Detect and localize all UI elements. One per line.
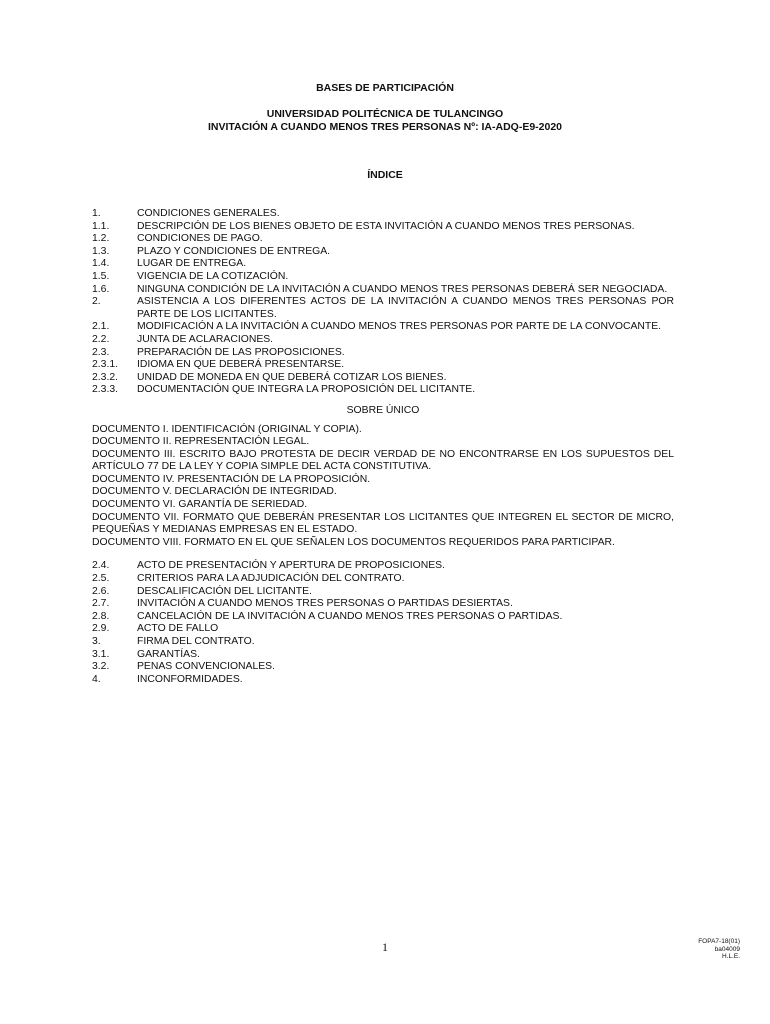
toc-entry (92, 334, 674, 347)
toc-entry-number: 4. (92, 673, 101, 685)
toc-entry (92, 258, 674, 271)
toc-entry-text: VIGENCIA DE LA COTIZACIÓN. (137, 270, 289, 282)
toc-entry-text: DESCRIPCIÓN DE LOS BIENES OBJETO DE ESTA INVITACIÓN A CUANDO MENOS TRES PERSONAS. (137, 220, 635, 232)
toc-entry-number: 2.6. (92, 585, 110, 597)
document-entry: DOCUMENTO I. IDENTIFICACIÓN (ORIGINAL Y COPIA). (92, 423, 362, 435)
toc-entry-number: 1. (92, 208, 101, 219)
index-title: ÍNDICE (367, 169, 403, 181)
toc-entry-text: INVITACIÓN A CUANDO MENOS TRES PERSONAS O PARTIDAS DESIERTAS. (137, 598, 513, 610)
toc-entry-text: GARANTÍAS. (137, 648, 200, 660)
toc-entry (92, 208, 674, 221)
toc-entry-number: 1.4. (92, 258, 110, 270)
document-entry: DOCUMENTO VI. GARANTÍA DE SERIEDAD. (92, 499, 308, 511)
toc-entry-number: 2.4. (92, 560, 110, 572)
toc-entry (92, 233, 674, 246)
toc-entry-number: 3. (92, 636, 101, 647)
toc-entry-number: 2.5. (92, 573, 110, 585)
toc-entry-number: 2.1. (92, 321, 110, 333)
toc-entry-number: 2.3.1. (92, 359, 118, 371)
toc-entry-text: MODIFICACIÓN A LA INVITACIÓN A CUANDO MENOS TRES PERSONAS POR PARTE DE LA CONVOCANTE. (137, 321, 662, 333)
toc-entry (92, 661, 674, 674)
toc-entry-text: DESCALIFICACIÓN DEL LICITANTE. (137, 585, 312, 597)
toc-entry (92, 674, 674, 687)
toc-entry-text: CRITERIOS PARA LA ADJUDICACIÓN DEL CONTRATO. (137, 573, 405, 585)
toc-entry-number: 2.8. (92, 610, 110, 622)
document-entry: DOCUMENTO III. ESCRITO BAJO PROTESTA DE DECIR VERDAD DE NO ENCONTRARSE EN LOS SUPUESTOS DEL ARTÍCULO 77 DE LA LEY Y COPIA SIMPLE DEL ACTA CONSTITUTIVA. (92, 448, 674, 473)
toc-entry (92, 246, 674, 259)
toc-entry-number: 1.3. (92, 245, 110, 257)
toc-entry (92, 611, 674, 624)
toc-entry-number: 1.2. (92, 233, 110, 245)
toc-entry-number: 2.9. (92, 623, 110, 635)
toc-entry-number: 2. (92, 296, 101, 308)
toc-entry (92, 560, 674, 573)
toc-entry-number: 2.3.2. (92, 371, 118, 383)
toc-entry (92, 598, 674, 611)
toc-entry (92, 347, 674, 360)
toc-entry (92, 372, 674, 385)
toc-entry (92, 623, 674, 636)
toc-entry-text: CONDICIONES GENERALES. (137, 208, 280, 219)
toc-entry (92, 649, 674, 662)
toc-entry-number: 2.3. (92, 346, 110, 358)
toc-entry-text: PLAZO Y CONDICIONES DE ENTREGA. (137, 245, 331, 257)
toc-section-a (92, 208, 674, 686)
toc-entry-number: 1.5. (92, 270, 110, 282)
footer-line: ba04009 (714, 945, 740, 953)
university-name: UNIVERSIDAD POLITÉCNICA DE TULANCINGO (266, 108, 504, 120)
document-title: BASES DE PARTICIPACIÓN (316, 82, 454, 94)
toc-entry (92, 586, 674, 599)
toc-entry (92, 321, 674, 334)
document-entry: DOCUMENTO II. REPRESENTACIÓN LEGAL. (92, 436, 310, 448)
toc-entry-number: 1.1. (92, 220, 110, 232)
toc-entry-text: DOCUMENTACIÓN QUE INTEGRA LA PROPOSICIÓN DEL LICITANTE. (137, 384, 476, 396)
toc-entry-text: UNIDAD DE MONEDA EN QUE DEBERÁ COTIZAR LOS BIENES. (137, 371, 447, 383)
toc-entry-text: ACTO DE PRESENTACIÓN Y APERTURA DE PROPOSICIONES. (137, 560, 445, 572)
toc-entry-number: 2.2. (92, 333, 110, 345)
toc-entry-text: FIRMA DEL CONTRATO. (137, 636, 255, 647)
toc-entry (92, 221, 674, 234)
toc-entry (92, 359, 674, 372)
page-number: 1 (382, 940, 388, 954)
toc-entry (92, 284, 674, 297)
toc-entry-text: IDIOMA EN QUE DEBERÁ PRESENTARSE. (137, 359, 345, 371)
document-entry: DOCUMENTO V. DECLARACIÓN DE INTEGRIDAD. (92, 486, 337, 498)
footer-line: FOPA7-18(01) (698, 938, 740, 945)
toc-entry-text: NINGUNA CONDICIÓN DE LA INVITACIÓN A CUANDO MENOS TRES PERSONAS DEBERÁ SER NEGOCIADA. (137, 283, 668, 295)
toc-entry (92, 636, 674, 649)
toc-entry-text: INCONFORMIDADES. (137, 673, 243, 685)
toc-entry-text: PENAS CONVENCIONALES. (137, 661, 276, 673)
toc-entry (92, 271, 674, 284)
toc-entry-number: 1.6. (92, 283, 110, 295)
toc-entry-text: CANCELACIÓN DE LA INVITACIÓN A CUANDO MENOS TRES PERSONAS O PARTIDAS. (137, 610, 563, 622)
documents-list (92, 424, 674, 550)
footer-line: H.L.E. (721, 953, 740, 960)
toc-entry-text: JUNTA DE ACLARACIONES. (137, 333, 274, 345)
toc-entry-text: ASISTENCIA A LOS DIFERENTES ACTOS DE LA INVITACIÓN A CUANDO MENOS TRES PERSONAS POR PARTE DE LOS LICITANTES. (137, 296, 674, 320)
toc-entry-text: CONDICIONES DE PAGO. (137, 233, 263, 245)
toc-entry-number: 3.1. (92, 648, 110, 660)
toc-entry (92, 296, 674, 321)
document-entry: DOCUMENTO VIII. FORMATO EN EL QUE SEÑALEN LOS DOCUMENTOS REQUERIDOS PARA PARTICIPAR. (92, 536, 615, 548)
toc-entry-text: ACTO DE FALLO (137, 623, 219, 635)
toc-entry (92, 573, 674, 586)
toc-entry-number: 2.3.3. (92, 384, 118, 396)
document-entry: DOCUMENTO VII. FORMATO QUE DEBERÁN PRESENTAR LOS LICITANTES QUE INTEGREN EL SECTOR DE MICRO, PEQUEÑAS Y MEDIANAS EMPRESAS EN EL ESTADO. (92, 511, 674, 536)
toc-entry-number: 3.2. (92, 661, 110, 673)
toc-entry-text: LUGAR DE ENTREGA. (137, 258, 247, 270)
toc-entry-number: 2.7. (92, 598, 110, 610)
sobre-title: SOBRE ÚNICO (346, 404, 420, 416)
document-entry: DOCUMENTO IV. PRESENTACIÓN DE LA PROPOSICIÓN. (92, 473, 371, 485)
toc-entry-text: PREPARACIÓN DE LAS PROPOSICIONES. (137, 346, 345, 358)
invitation-number: INVITACIÓN A CUANDO MENOS TRES PERSONAS Nº: IA-ADQ-E9-2020 (207, 121, 563, 133)
toc-entry (92, 384, 674, 397)
form-code (698, 938, 740, 961)
